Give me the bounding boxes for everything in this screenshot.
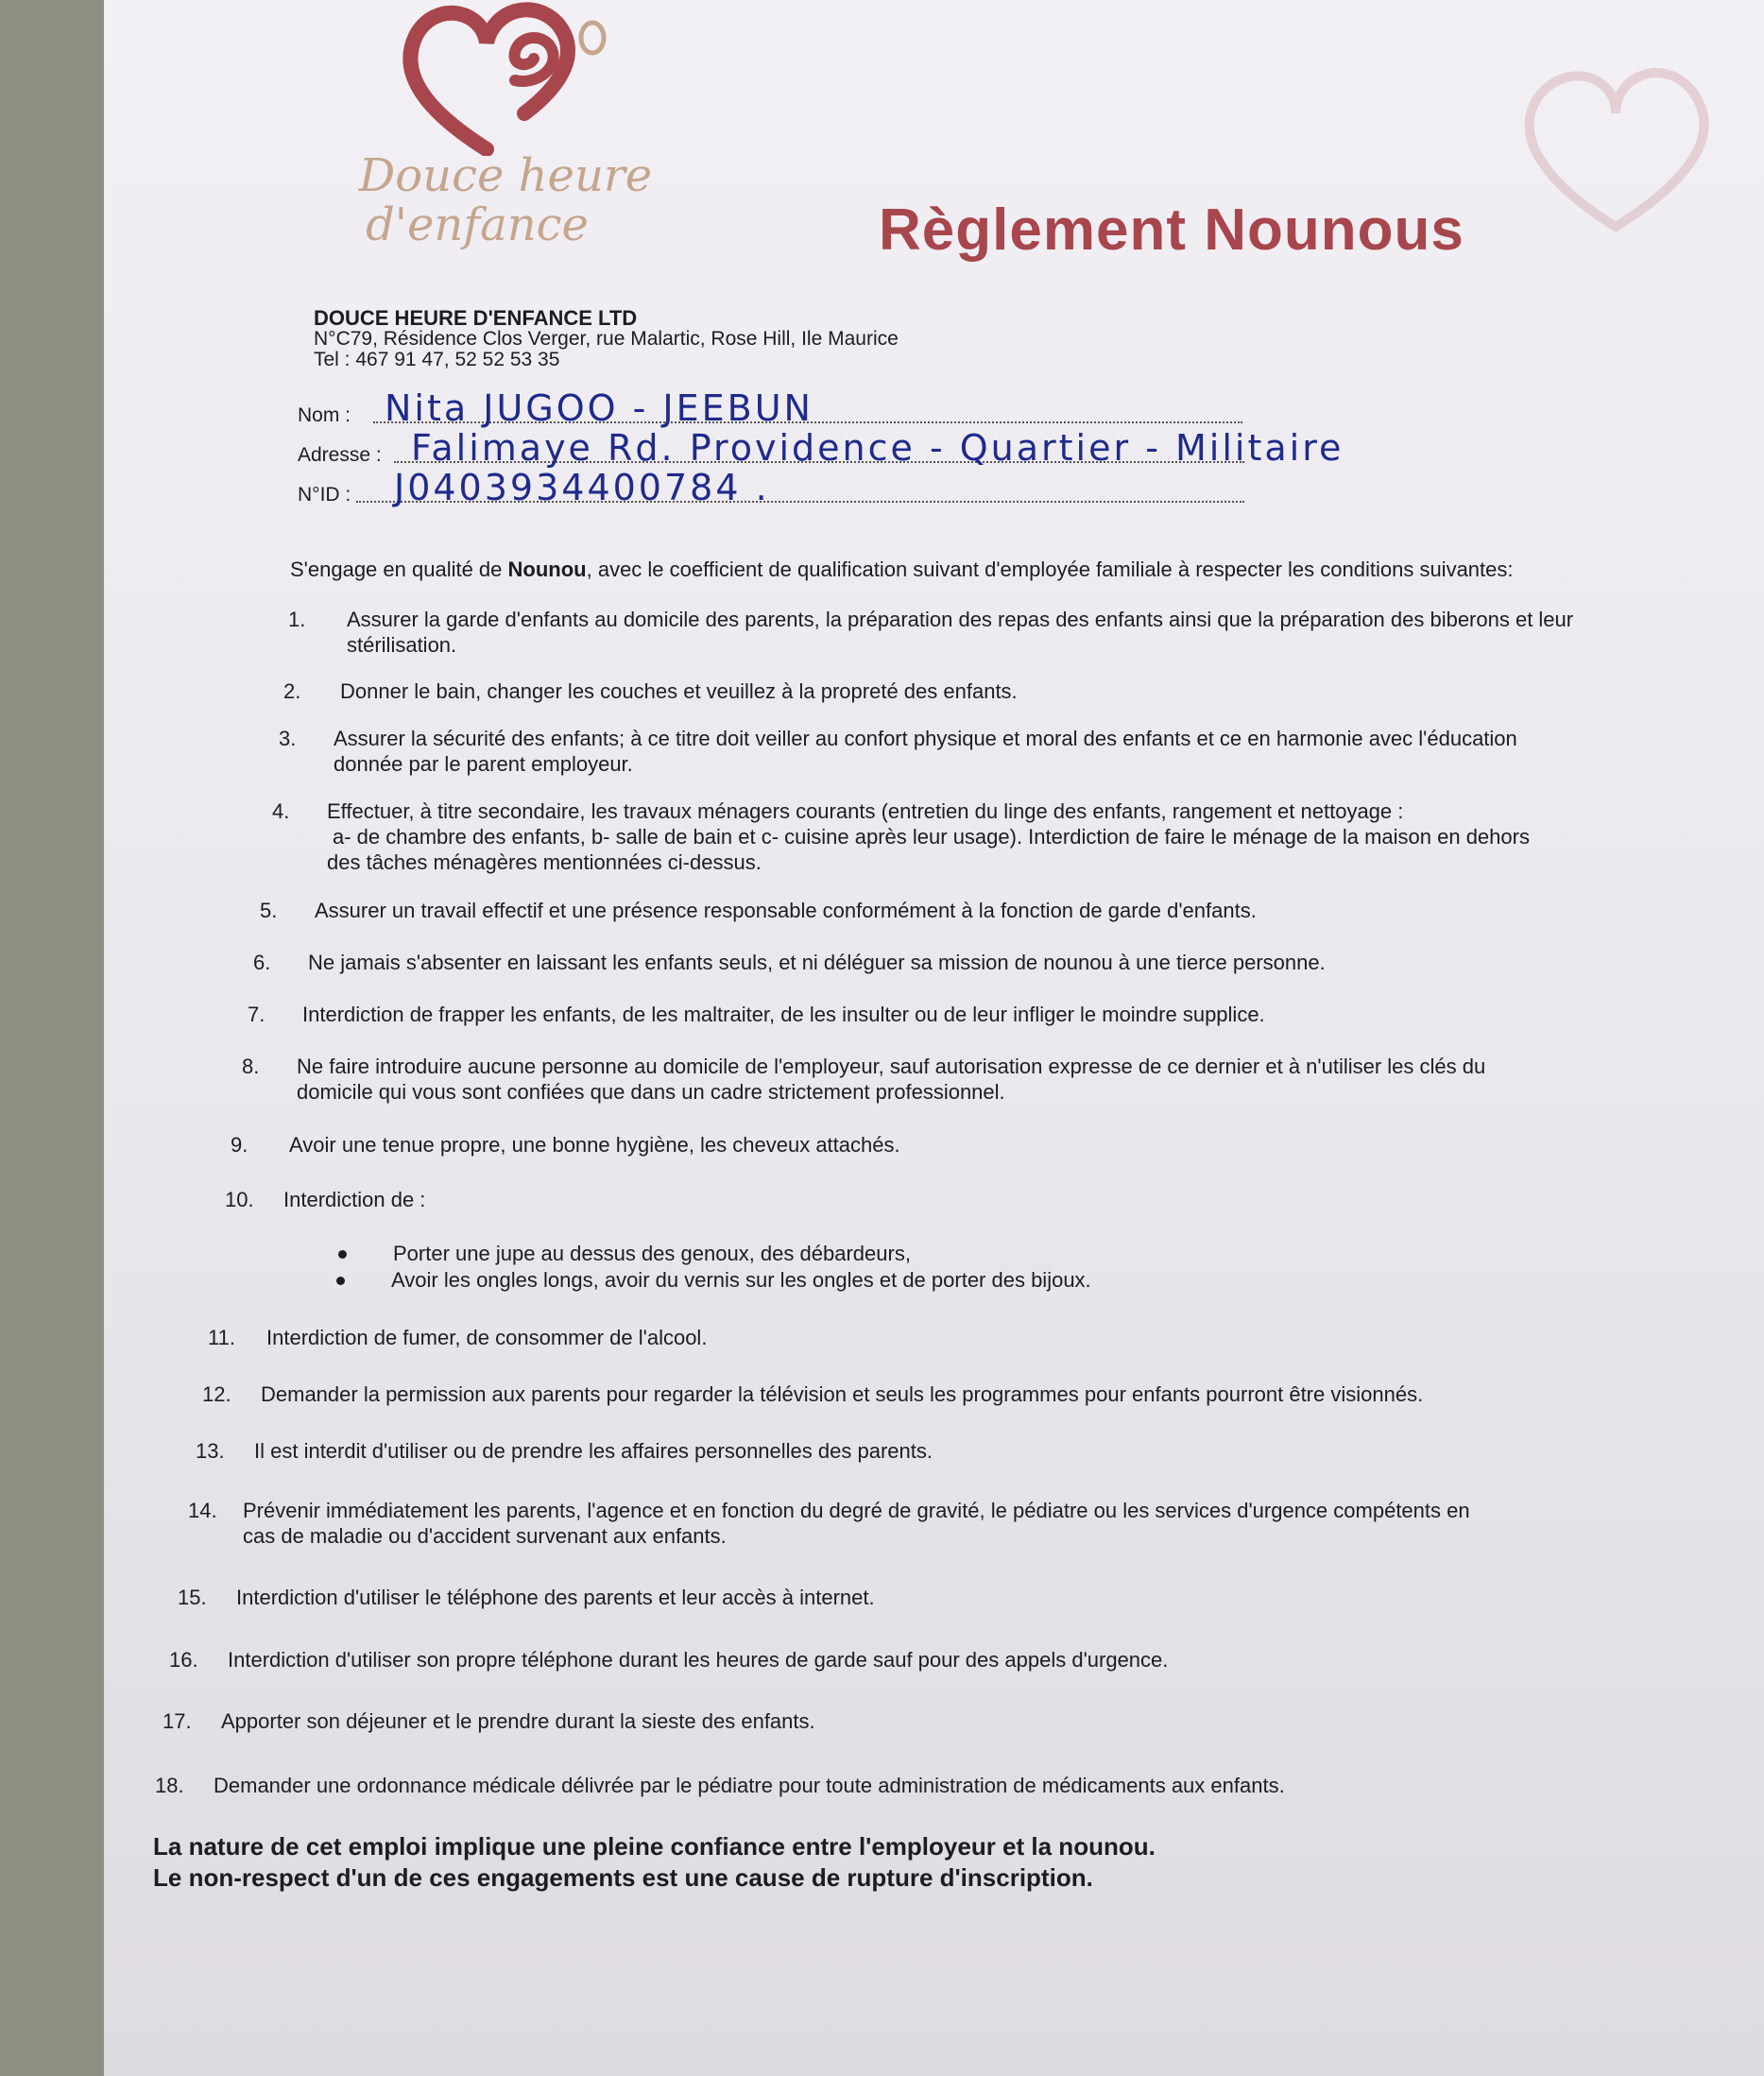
rule-text: Interdiction de fumer, de consommer de l'alcool.: [266, 1326, 708, 1349]
rule-number: 4.: [272, 799, 290, 823]
rule-text: Interdiction de frapper les enfants, de les maltraiter, de les insulter ou de leur infliger le moindre supplice.: [302, 1003, 1265, 1026]
rule-number: 3.: [279, 727, 297, 750]
rule-text-line: Effectuer, à titre secondaire, les travaux ménagers courants (entretien du linge des enfants, rangement et nettoyage :: [327, 799, 1404, 823]
company-logo: [279, 0, 657, 255]
rule-number: 1.: [288, 608, 306, 631]
rule-number: 6.: [253, 951, 271, 974]
rule-number: 9.: [231, 1133, 248, 1157]
rule-text: Interdiction de :: [283, 1188, 426, 1211]
watermark-logo-icon: [1502, 47, 1729, 241]
rule-text-line: des tâches ménagères mentionnées ci-dessus.: [327, 850, 762, 874]
rule-text: [297, 1054, 1485, 1105]
adresse-label: Adresse :: [298, 444, 382, 466]
sub-item-text: Porter une jupe au dessus des genoux, des débardeurs,: [393, 1242, 911, 1265]
rule-text-line: Prévenir immédiatement les parents, l'agence et en fonction du degré de gravité, le pédiatre ou les services d'urgence compétents en: [243, 1499, 1470, 1522]
rule-number: 17.: [163, 1709, 192, 1733]
rule-text: Il est interdit d'utiliser ou de prendre les affaires personnelles des parents.: [254, 1439, 933, 1463]
intro-before: S'engage en qualité de: [290, 558, 508, 581]
rule-text: Assurer un travail effectif et une présence responsable conformément à la fonction de garde d'enfants.: [315, 899, 1257, 922]
rule-text: Donner le bain, changer les couches et veuillez à la propreté des enfants.: [340, 679, 1018, 703]
rule-text: [334, 726, 1517, 777]
rule-text: Apporter son déjeuner et le prendre durant la sieste des enfants.: [221, 1709, 815, 1733]
intro-paragraph: [290, 558, 1514, 582]
closing-line1: La nature de cet emploi implique une pleine confiance entre l'employeur et la nounou.: [153, 1832, 1156, 1861]
sub-item-text: Avoir les ongles longs, avoir du vernis sur les ongles et de porter des bijoux.: [391, 1268, 1091, 1292]
rule-number: 15.: [178, 1586, 207, 1609]
rule-text-line: Ne faire introduire aucune personne au domicile de l'employeur, sauf autorisation expresse de ce dernier et à n'utiliser les clés du: [297, 1055, 1486, 1078]
rule-text-line: cas de maladie ou d'accident survenant aux enfants.: [243, 1524, 727, 1548]
rule-number: 11.: [208, 1326, 235, 1349]
rule-number: 16.: [169, 1648, 198, 1672]
company-name: DOUCE HEURE D'ENFANCE LTD: [314, 306, 638, 330]
rule-text: Interdiction d'utiliser son propre téléphone durant les heures de garde sauf pour des appels d'urgence.: [228, 1648, 1169, 1672]
rule-text: [347, 607, 1573, 658]
rule-text: Demander la permission aux parents pour regarder la télévision et seuls les programmes pour enfants pourront être visionnés.: [261, 1382, 1424, 1406]
heart-swirl-icon: [392, 0, 609, 156]
rule-number: 18.: [155, 1774, 184, 1797]
rule-number: 14.: [188, 1499, 217, 1522]
rule-text: Demander une ordonnance médicale délivrée par le pédiatre pour toute administration de médicaments aux enfants.: [214, 1774, 1285, 1797]
rule-text: Interdiction d'utiliser le téléphone des parents et leur accès à internet.: [236, 1586, 875, 1609]
rule-text: [327, 798, 1530, 875]
rule-text-line: stérilisation.: [347, 633, 457, 657]
rule-number: 10.: [225, 1188, 254, 1211]
company-info: [314, 308, 899, 370]
adresse-value[interactable]: Falimaye Rd. Providence - Quartier - Militaire: [411, 427, 1344, 469]
rule-number: 12.: [202, 1382, 231, 1406]
rule-number: 5.: [260, 899, 278, 922]
logo-text-line2: d'enfance: [366, 198, 589, 251]
rule-text: Avoir une tenue propre, une bonne hygiène, les cheveux attachés.: [289, 1133, 900, 1157]
rule-number: 7.: [248, 1003, 265, 1026]
rule-text: [243, 1498, 1764, 1549]
bullet-icon: [336, 1277, 345, 1285]
company-address: N°C79, Résidence Clos Verger, rue Malartic, Rose Hill, Ile Maurice: [314, 328, 899, 350]
nom-value[interactable]: Nita JUGOO - JEEBUN: [385, 387, 813, 429]
rule-text-line: donnée par le parent employeur.: [334, 752, 633, 776]
id-label: N°ID :: [298, 484, 351, 506]
rule-number: 8.: [242, 1055, 260, 1078]
intro-after: , avec le coefficient de qualification suivant d'employée familiale à respecter les conditions suivantes:: [586, 558, 1514, 581]
page-title: Règlement Nounous: [879, 197, 1464, 263]
rule-text-line: Assurer la garde d'enfants au domicile des parents, la préparation des repas des enfants ainsi que la préparation des biberons et leur: [347, 608, 1574, 631]
rule-text: Ne jamais s'absenter en laissant les enfants seuls, et ni déléguer sa mission de nounou à une tierce personne.: [308, 951, 1326, 974]
rule-text-line: Assurer la sécurité des enfants; à ce titre doit veiller au confort physique et moral des enfants et ce en harmonie avec l'éducation: [334, 727, 1517, 750]
rule-text-line: a- de chambre des enfants, b- salle de bain et c- cuisine après leur usage). Interdiction de faire le ménage de la maison en dehors: [333, 825, 1530, 849]
company-phone: Tel : 467 91 47, 52 52 53 35: [314, 349, 560, 370]
closing-line2: Le non-respect d'un de ces engagements est une cause de rupture d'inscription.: [153, 1863, 1093, 1892]
logo-text-line1: Douce heure: [358, 149, 653, 202]
rule-number: 13.: [196, 1439, 225, 1463]
nom-label: Nom :: [298, 404, 351, 426]
bullet-icon: [338, 1250, 347, 1259]
closing-statement: [153, 1831, 1156, 1894]
id-value[interactable]: J0403934400784 .: [394, 467, 770, 508]
rule-number: 2.: [283, 679, 301, 703]
intro-bold: Nounou: [507, 558, 587, 581]
document-page: [104, 0, 1764, 2076]
rule-text-line: domicile qui vous sont confiées que dans un cadre strictement professionnel.: [297, 1080, 1005, 1104]
